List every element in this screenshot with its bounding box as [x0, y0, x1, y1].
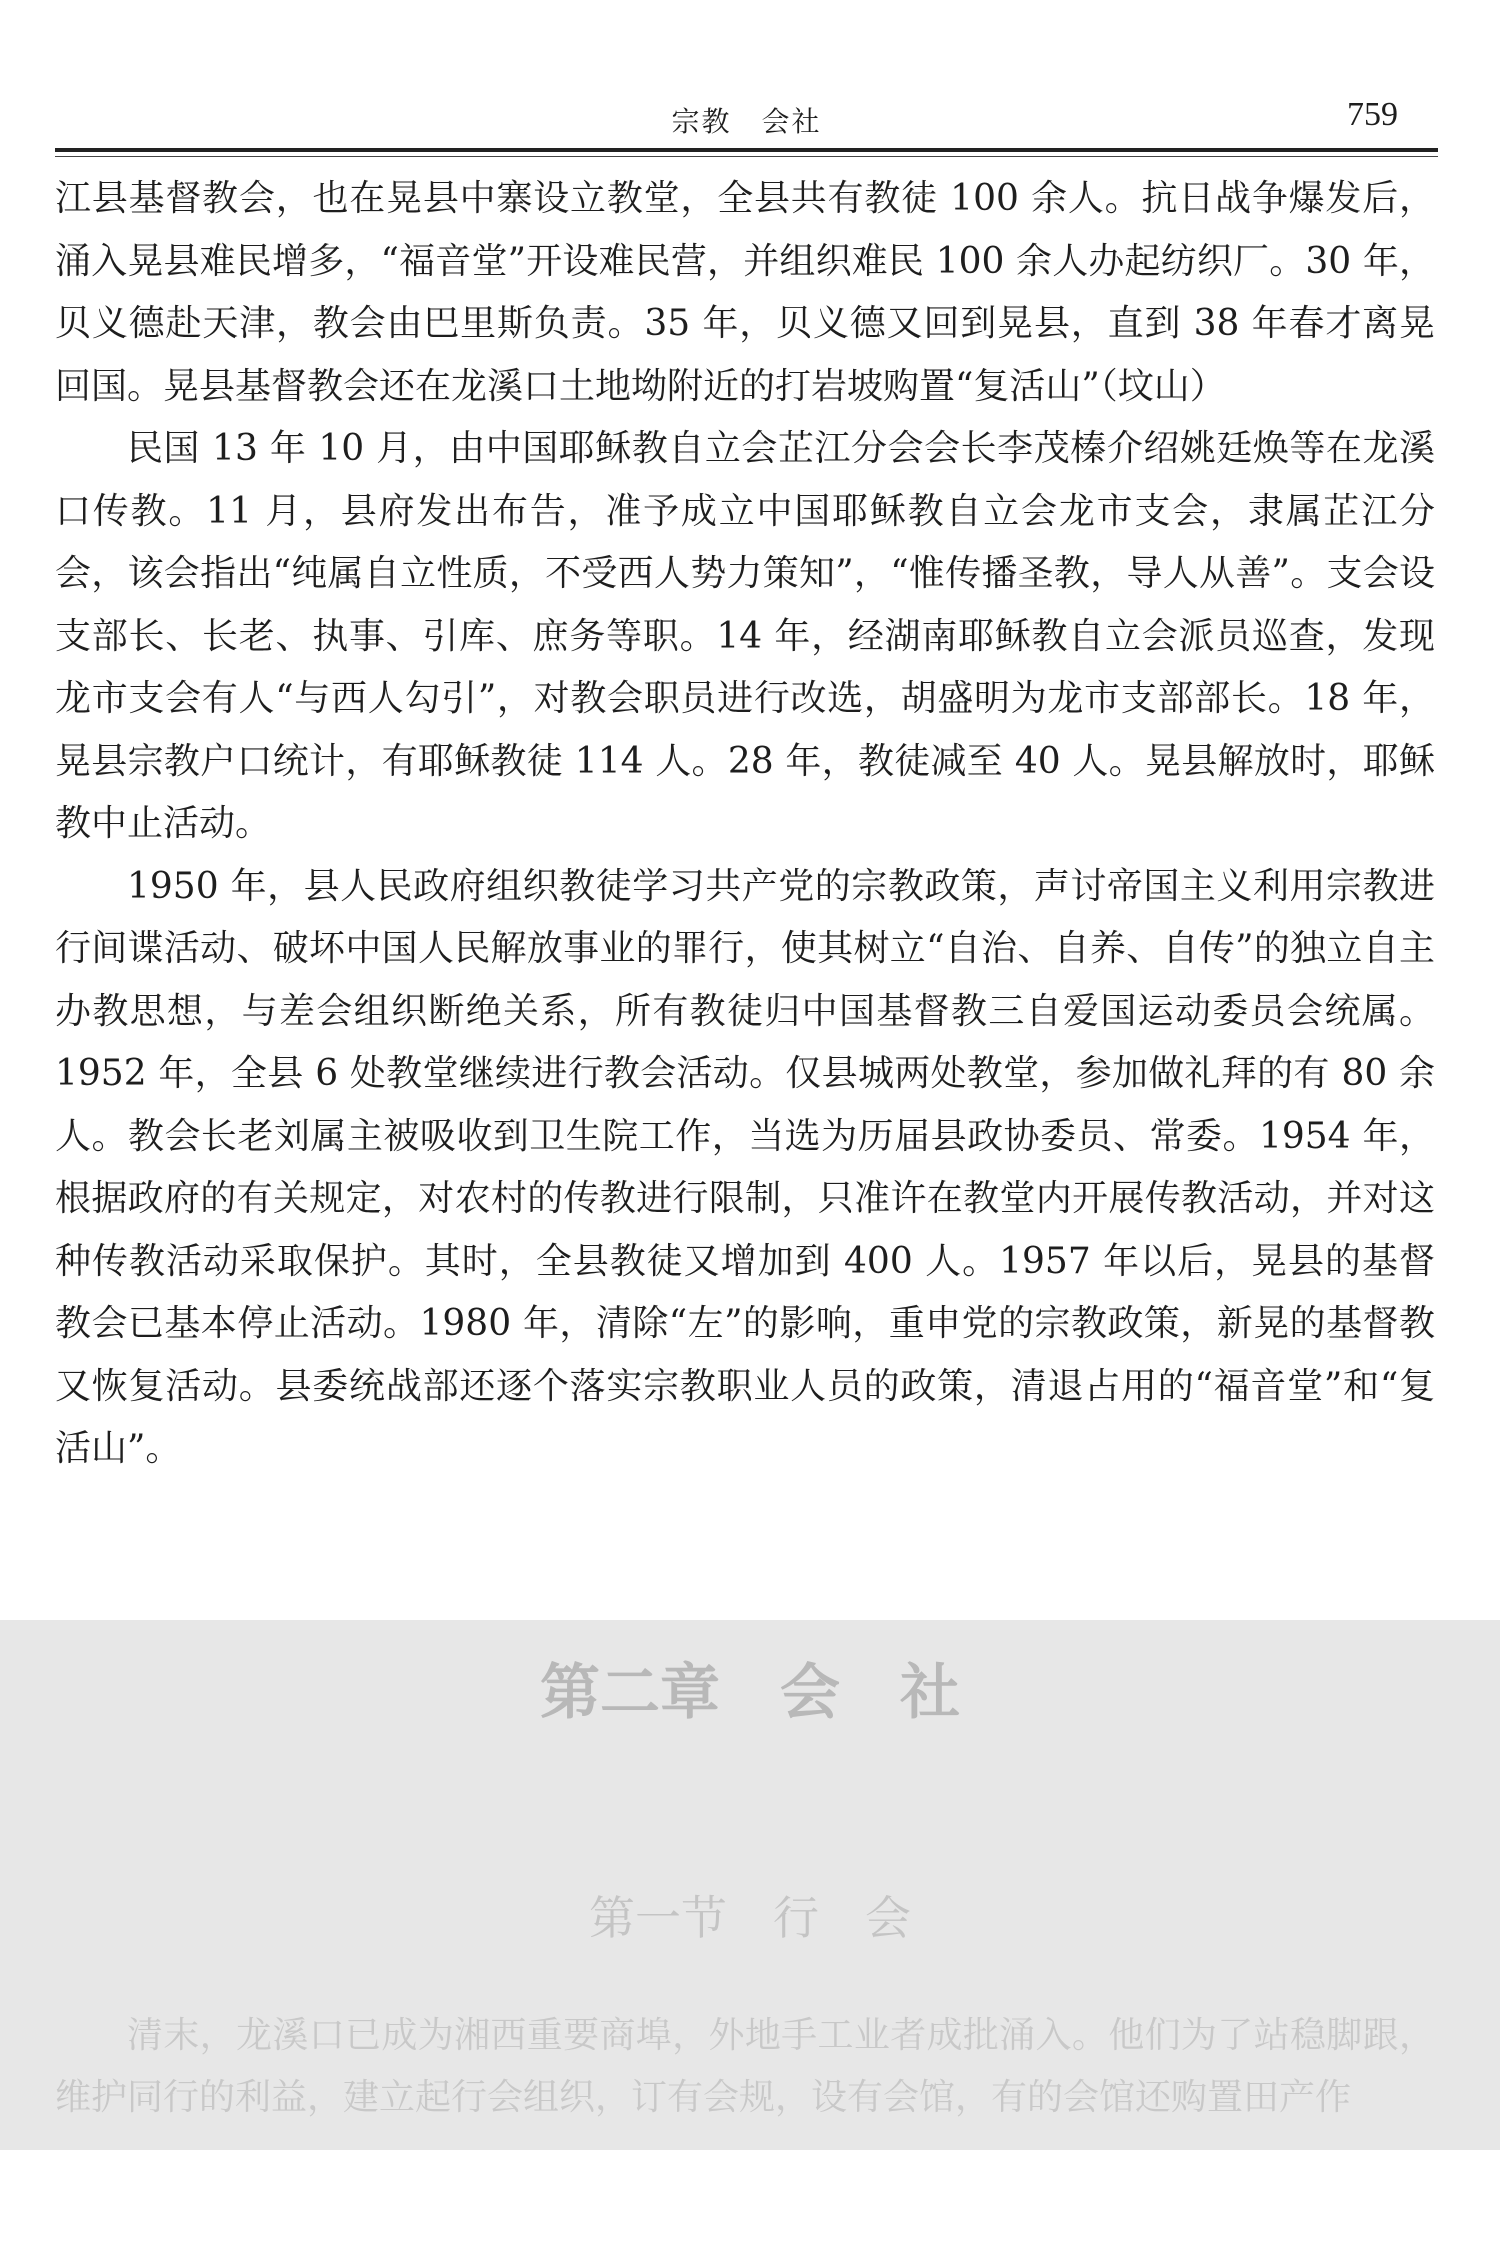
paragraph: 1950 年，县人民政府组织教徒学习共产党的宗教政策，声讨帝国主义利用宗教进行间谍活动、破坏中国人民解放事业的罪行，使其树立“自治、自养、自传”的独立自主办教思想，与差会组织断绝关系，所有教徒归中国基督教三自爱国运动委员会统属。1952 年，全县 6 处教堂继续进行教会活动。仅县城两处教堂，参加做礼拜的有 80 余人。教会长老刘属主被吸收到卫生院工作，当选为历届县政协委员、常委。1954 年，根据政府的有关规定，对农村的传教进行限制，只准许在教堂内开展传教活动，并对这种传教活动采取保护。其时，全县教徒又增加到 400 人。1957 年以后，晃县的基督教会已基本停止活动。1980 年，清除“左”的影响，重申党的宗教政策，新晃的基督教又恢复活动。县委统战部还逐个落实宗教职业人员的政策，清退占用的“福音堂”和“复活山”。	[55, 865, 1435, 1469]
header-rule-thick	[55, 148, 1438, 152]
chapter-title: 第二章 会 社	[540, 1658, 960, 1728]
body-text	[55, 168, 1435, 1481]
section-title: 第一节 行 会	[589, 1891, 911, 1945]
section-body-text	[55, 2005, 1435, 2129]
running-title: 宗教 会社	[671, 105, 822, 138]
paragraph-continued: 江县基督教会，也在晃县中寨设立教堂，全县共有教徒 100 余人。抗日战争爆发后，涌入晃县难民增多，“福音堂”开设难民营，并组织难民 100 余人办起纺织厂。30 年，贝义德赴天津，教会由巴里斯负责。35 年，贝义德又回到晃县，直到 38 年春才离晃回国。晃县基督教会还在龙溪口土地坳附近的打岩坡购置“复活山”（坟山）	[55, 178, 1435, 407]
header-rule-thin	[55, 156, 1438, 157]
paragraph: 清末，龙溪口已成为湘西重要商埠，外地手工业者成批涌入。他们为了站稳脚跟，维护同行的利益，建立起行会组织，订有会规，设有会馆，有的会馆还购置田产作	[55, 2015, 1435, 2118]
page-number: 759	[1347, 96, 1398, 133]
page-header	[55, 90, 1438, 150]
paragraph: 民国 13 年 10 月，由中国耶稣教自立会芷江分会会长李茂榛介绍姚廷焕等在龙溪口传教。11 月，县府发出布告，准予成立中国耶稣教自立会龙市支会，隶属芷江分会，该会指出“纯属自立性质，不受西人势力策知”，“惟传播圣教，导人从善”。支会设支部长、长老、执事、引库、庶务等职。14 年，经湖南耶稣教自立会派员巡查，发现龙市支会有人“与西人勾引”，对教会职员进行改选，胡盛明为龙市支部部长。18 年，晃县宗教户口统计，有耶稣教徒 114 人。28 年，教徒减至 40 人。晃县解放时，耶稣教中止活动。	[55, 428, 1435, 844]
